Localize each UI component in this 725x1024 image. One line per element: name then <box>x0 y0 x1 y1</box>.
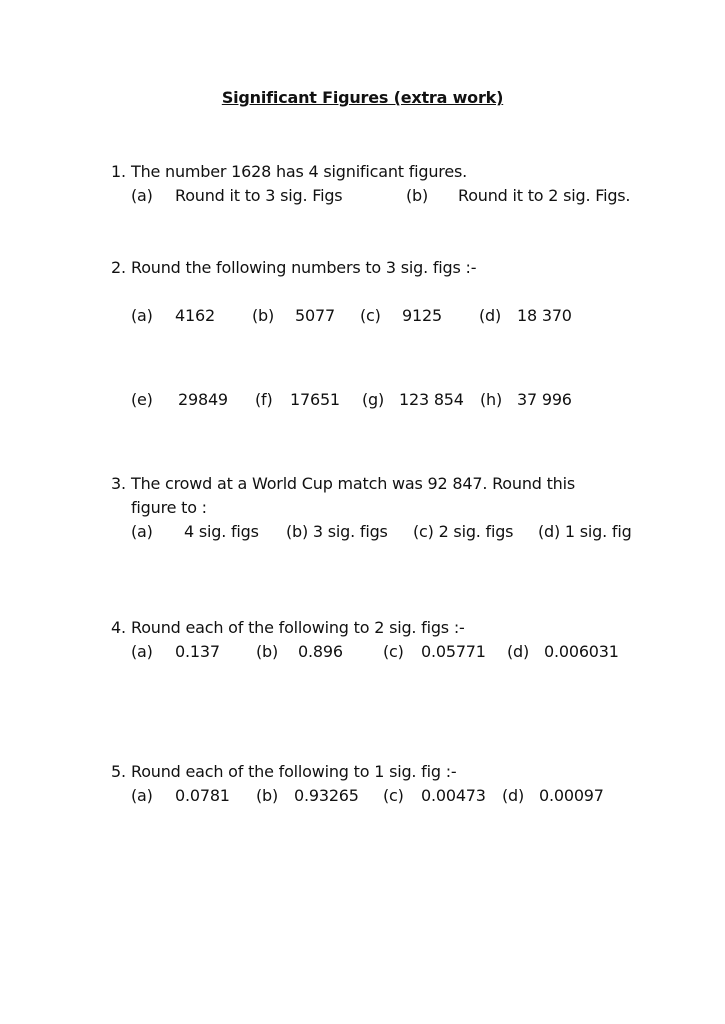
page-title: Significant Figures (extra work) <box>221 88 504 107</box>
part-value: 29849 <box>178 390 228 409</box>
part-label: (a) <box>131 642 153 661</box>
part-label: (d) <box>479 306 502 325</box>
part-label: (g) <box>362 390 385 409</box>
question-number: 4. <box>111 618 126 637</box>
part-label: (c) <box>383 642 404 661</box>
part-label: (b) <box>256 642 279 661</box>
part-value: 17651 <box>290 390 340 409</box>
part-label: (c) <box>360 306 381 325</box>
question-number: 2. <box>111 258 126 277</box>
part-label: (a) <box>131 786 153 805</box>
part-text: (d) 1 sig. fig <box>538 522 632 541</box>
part-value: 0.93265 <box>294 786 359 805</box>
part-label: (b) <box>252 306 275 325</box>
question-text: Round each of the following to 1 sig. fig :- <box>131 762 457 781</box>
part-label: (a) <box>131 522 153 541</box>
part-value: 18 370 <box>517 306 572 325</box>
part-label: (e) <box>131 390 153 409</box>
part-label: (b) <box>406 186 429 205</box>
part-value: 0.896 <box>298 642 343 661</box>
part-value: 0.00473 <box>421 786 486 805</box>
question-text: figure to : <box>131 498 207 517</box>
part-text: 4 sig. figs <box>184 522 259 541</box>
question-text: Round the following numbers to 3 sig. figs :- <box>131 258 477 277</box>
part-value: 37 996 <box>517 390 572 409</box>
question-text: The crowd at a World Cup match was 92 847. Round this <box>131 474 575 493</box>
question-number: 3. <box>111 474 126 493</box>
part-label: (f) <box>255 390 273 409</box>
question-number: 5. <box>111 762 126 781</box>
part-text: Round it to 2 sig. Figs. <box>458 186 631 205</box>
part-value: 0.137 <box>175 642 220 661</box>
part-text: Round it to 3 sig. Figs <box>175 186 343 205</box>
part-label: (d) <box>502 786 525 805</box>
question-text: Round each of the following to 2 sig. figs :- <box>131 618 465 637</box>
part-label: (d) <box>507 642 530 661</box>
question-number: 1. <box>111 162 126 181</box>
part-label: (b) <box>256 786 279 805</box>
part-text: (b) 3 sig. figs <box>286 522 388 541</box>
part-label: (h) <box>480 390 503 409</box>
part-value: 5077 <box>295 306 335 325</box>
part-label: (a) <box>131 306 153 325</box>
part-label: (c) <box>383 786 404 805</box>
part-value: 0.0781 <box>175 786 230 805</box>
part-value: 123 854 <box>399 390 464 409</box>
question-text: The number 1628 has 4 significant figures. <box>131 162 467 181</box>
part-value: 0.00097 <box>539 786 604 805</box>
part-text: (c) 2 sig. figs <box>413 522 514 541</box>
part-value: 9125 <box>402 306 442 325</box>
part-value: 4162 <box>175 306 215 325</box>
part-label: (a) <box>131 186 153 205</box>
part-value: 0.006031 <box>544 642 619 661</box>
part-value: 0.05771 <box>421 642 486 661</box>
